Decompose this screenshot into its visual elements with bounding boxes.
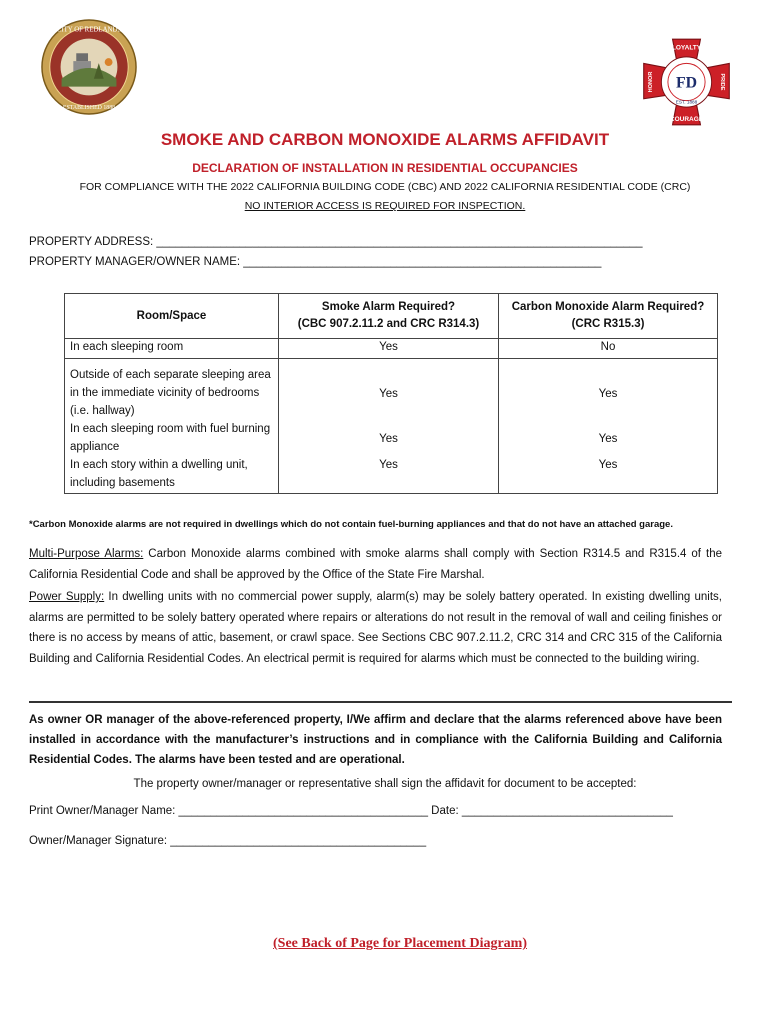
multi-purpose-text: Carbon Monoxide alarms combined with smoke alarms shall comply with Section R314.5 and R315.4 of the California Residential Code and shall be approved by the Office of the State Fire Marshal.: [29, 548, 722, 581]
table-row-co: No: [600, 341, 616, 353]
table-row-room: In each story within a dwelling unit, including basements: [70, 459, 248, 489]
table-row-room: Outside of each separate sleeping area in the immediate vicinity of bedrooms (i.e. hallway): [70, 369, 271, 417]
no-interior-access-note: NO INTERIOR ACCESS IS REQUIRED FOR INSPECTION.: [244, 200, 526, 212]
multi-purpose-paragraph: [29, 544, 722, 585]
co-footnote: *Carbon Monoxide alarms are not required in dwellings which do not contain fuel-burning appliances and that do not have an attached garage.: [29, 519, 673, 530]
svg-text:LOYALTY: LOYALTY: [671, 44, 702, 52]
multi-purpose-label: Multi-Purpose Alarms:: [29, 548, 144, 560]
alarm-requirements-table: [64, 293, 718, 494]
svg-text:COURAGE: COURAGE: [669, 116, 704, 124]
svg-text:ESTABLISHED 1888: ESTABLISHED 1888: [62, 105, 116, 112]
table-header-room: Room/Space: [65, 294, 279, 339]
svg-text:HONOR: HONOR: [648, 71, 655, 93]
table-row-room: In each sleeping room: [70, 341, 184, 353]
svg-text:CITY OF REDLANDS: CITY OF REDLANDS: [56, 26, 122, 34]
document-title: SMOKE AND CARBON MONOXIDE ALARMS AFFIDAVIT: [160, 130, 610, 149]
affirmation-statement: As owner OR manager of the above-referenced property, I/We affirm and declare that the alarms referenced above have been installed in accordance with the manufacturer’s instructions and in compliance with the California Building and California Residential Codes. The alarms have been tested and are operational.: [29, 714, 722, 766]
table-row-smoke: Yes: [379, 459, 398, 471]
signature-instruction: The property owner/manager or representative shall sign the affidavit for document to be accepted:: [133, 778, 637, 790]
power-supply-label: Power Supply:: [29, 591, 105, 603]
table-row-co: Yes: [598, 433, 618, 445]
table-row-co: Yes: [598, 459, 618, 471]
table-row-smoke: Yes: [379, 341, 398, 353]
svg-text:PRIDE: PRIDE: [718, 73, 725, 91]
fire-department-badge: [640, 33, 733, 131]
document-subtitle: DECLARATION OF INSTALLATION IN RESIDENTIAL OCCUPANCIES: [192, 161, 578, 175]
table-header-co: Carbon Monoxide Alarm Required? (CRC R315.3): [499, 294, 717, 339]
compliance-statement: FOR COMPLIANCE WITH THE 2022 CALIFORNIA BUILDING CODE (CBC) AND 2022 CALIFORNIA RESIDENTIAL CODE (CRC): [79, 181, 691, 193]
placement-diagram-link[interactable]: (See Back of Page for Placement Diagram): [273, 936, 527, 951]
signature-field[interactable]: Owner/Manager Signature: ________________________________________: [29, 835, 427, 847]
table-header-smoke: Smoke Alarm Required? (CBC 907.2.11.2 and CRC R314.3): [279, 294, 499, 339]
table-row-smoke: Yes: [379, 433, 398, 445]
print-name-date-field[interactable]: Print Owner/Manager Name: _______________________________________ Date: _________________________________: [29, 805, 673, 817]
property-address-field[interactable]: PROPERTY ADDRESS: ____________________________________________________________________________: [29, 236, 643, 248]
city-of-redlands-seal: [40, 18, 138, 116]
svg-text:FD: FD: [675, 74, 698, 92]
property-manager-owner-field[interactable]: PROPERTY MANAGER/OWNER NAME: ________________________________________________________: [29, 256, 602, 268]
svg-text:EST. 1888: EST. 1888: [675, 99, 698, 105]
table-row-room: In each sleeping room with fuel burning appliance: [70, 423, 271, 453]
table-row-co: Yes: [598, 388, 618, 400]
power-supply-paragraph: [29, 587, 722, 669]
table-row-smoke: Yes: [379, 388, 398, 400]
section-divider: [29, 701, 732, 703]
power-supply-text: In dwelling units with no commercial power supply, alarm(s) may be solely battery operated. In existing dwelling units, alarms are permitted to be solely battery operated where repairs or alterations do not result in the removal of wall and ceiling finishes or there is no access by means of attic, basement, or crawl space. See Sections CBC 907.2.11.2, CRC 314 and CRC 315 of the California Building and California Residential Codes. An electrical permit is required for alarms which must be connected to the building wiring.: [29, 591, 722, 665]
